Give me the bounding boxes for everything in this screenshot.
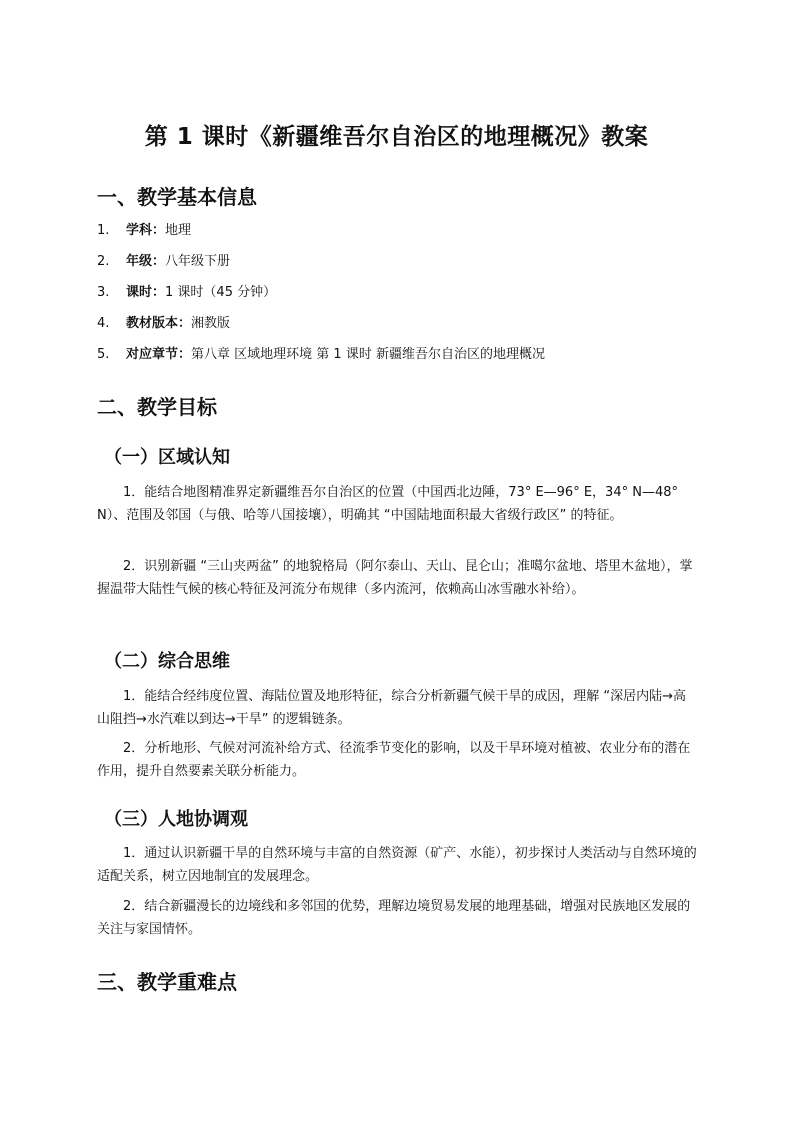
- paragraph: 1．能结合经纬度位置、海陆位置及地形特征，综合分析新疆气候干旱的成因，理解 “深居内陆→高山阻挡→水汽难以到达→干旱” 的逻辑链条。: [97, 689, 687, 727]
- item-value: 湘教版: [191, 316, 231, 331]
- item-key: 课时：: [126, 285, 166, 300]
- list-item: [97, 345, 545, 376]
- section-heading-key-difficulties: 三、教学重难点: [97, 970, 237, 994]
- list-item: [97, 252, 545, 283]
- subsection-heading-regional-cognition: （一）区域认知: [104, 447, 230, 468]
- item-number: 5.: [97, 347, 110, 362]
- item-value: 1 课时（45 分钟）: [165, 285, 277, 300]
- item-key: 教材版本：: [126, 316, 192, 331]
- item-key: 年级：: [126, 254, 166, 269]
- item-value: 第八章 区域地理环境 第 1 课时 新疆维吾尔自治区的地理概况: [191, 347, 545, 362]
- section-heading-basic-info: 一、教学基本信息: [97, 185, 257, 209]
- item-number: 1.: [97, 223, 110, 238]
- item-key: 学科：: [126, 223, 166, 238]
- subsection-heading-integrated-thinking: （二）综合思维: [104, 651, 230, 672]
- section-heading-objectives: 二、教学目标: [97, 395, 217, 419]
- basic-info-list: [97, 221, 545, 376]
- item-number: 4.: [97, 316, 110, 331]
- paragraph: 2．结合新疆漫长的边境线和多邻国的优势，理解边境贸易发展的地理基础，增强对民族地区发展的关注与家国情怀。: [97, 899, 691, 937]
- paragraph: 1．通过认识新疆干旱的自然环境与丰富的自然资源（矿产、水能），初步探讨人类活动与自然环境的适配关系，树立因地制宜的发展理念。: [97, 846, 697, 884]
- item-number: 3.: [97, 285, 110, 300]
- item-key: 对应章节：: [126, 347, 192, 362]
- paragraph: 1．能结合地图精准界定新疆维吾尔自治区的位置（中国西北边陲，73° E—96° E，34° N—48° N）、范围及邻国（与俄、哈等八国接壤），明确其 “中国陆地面积最大省级行政区” 的特征。: [97, 485, 678, 523]
- paragraph: 2．识别新疆 “三山夹两盆” 的地貌格局（阿尔泰山、天山、昆仑山；准噶尔盆地、塔里木盆地），掌握温带大陆性气候的核心特征及河流分布规律（多内流河，依赖高山冰雪融水补给）。: [97, 559, 693, 597]
- list-item: [97, 283, 545, 314]
- list-item: [97, 314, 545, 345]
- list-item: [97, 221, 545, 252]
- paragraph: 2．分析地形、气候对河流补给方式、径流季节变化的影响，以及干旱环境对植被、农业分布的潜在作用，提升自然要素关联分析能力。: [97, 741, 691, 779]
- subsection-heading-human-land-coordination: （三）人地协调观: [104, 809, 248, 830]
- item-number: 2.: [97, 254, 110, 269]
- item-value: 地理: [165, 223, 192, 238]
- item-value: 八年级下册: [165, 254, 231, 269]
- document-title: 第 1 课时《新疆维吾尔自治区的地理概况》教案: [144, 124, 649, 150]
